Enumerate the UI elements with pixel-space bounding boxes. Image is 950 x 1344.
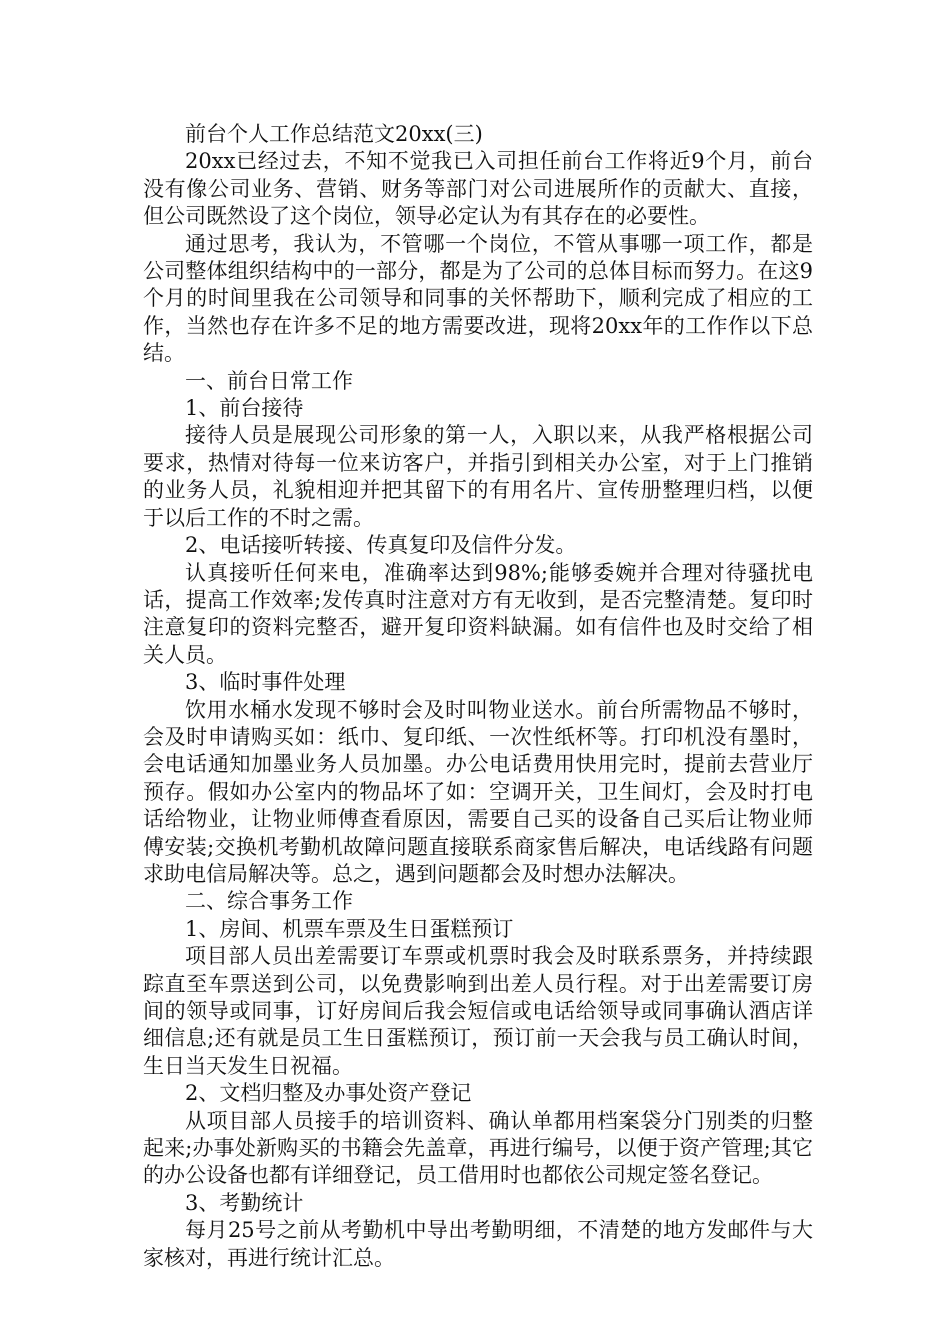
- document-body: [143, 121, 813, 1272]
- paragraph-filing-assets: 从项目部人员接手的培训资料、确认单都用档案袋分门别类的归整起来;办事处新购买的书籍会先盖章，再进行编号，以便于资产管理;其它的办公设备也都有详细登记，员工借用时也都依公司规定签名登记。: [143, 1108, 813, 1188]
- section-heading-daily-work: 一、前台日常工作: [185, 368, 353, 393]
- subheading-filing-assets: 2、文档归整及办事处资产登记: [185, 1081, 472, 1106]
- paragraph-attendance: 每月25号之前从考勤机中导出考勤明细，不清楚的地方发邮件与大家核对，再进行统计汇总。: [143, 1218, 813, 1270]
- subheading-reception: 1、前台接待: [185, 396, 304, 421]
- section-heading-general-affairs: 二、综合事务工作: [185, 889, 353, 914]
- paragraph-intro: 20xx已经过去，不知不觉我已入司担任前台工作将近9个月，前台没有像公司业务、营销、财务等部门对公司进展所作的贡献大、直接，但公司既然设了这个岗位，领导必定认为有其存在的必要性。: [143, 149, 813, 229]
- paragraph-temporary-events: 饮用水桶水发现不够时会及时叫物业送水。前台所需物品不够时，会及时申请购买如：纸巾、复印纸、一次性纸杯等。打印机没有墨时，会电话通知加墨业务人员加墨。办公电话费用快用完时，提前去营业厅预存。假如办公室内的物品坏了如：空调开关，卫生间灯，会及时打电话给物业，让物业师傅查看原因，需要自己买的设备自己买后让物业师傅安装;交换机考勤机故障问题直接联系商家售后解决，电话线路有问题求助电信局解决等。总之，遇到问题都会及时想办法解决。: [143, 697, 813, 886]
- subheading-attendance: 3、考勤统计: [185, 1190, 304, 1215]
- paragraph-bookings: 项目部人员出差需要订车票或机票时我会及时联系票务，并持续跟踪直至车票送到公司，以免费影响到出差人员行程。对于出差需要订房间的领导或同事，订好房间后我会短信或电话给领导或同事确认酒店详细信息;还有就是员工生日蛋糕预订，预订前一天会我与员工确认时间，生日当天发生日祝福。: [143, 944, 813, 1078]
- paragraph-phone-fax-mail: 认真接听任何来电，准确率达到98%;能够委婉并合理对待骚扰电话，提高工作效率;发传真时注意对方有无收到，是否完整清楚。复印时注意复印的资料完整否，避开复印资料缺漏。如有信件也及时交给了相关人员。: [143, 560, 813, 667]
- subheading-temporary-events: 3、临时事件处理: [185, 670, 346, 695]
- paragraph-reflection: 通过思考，我认为，不管哪一个岗位，不管从事哪一项工作，都是公司整体组织结构中的一部分，都是为了公司的总体目标而努力。在这9个月的时间里我在公司领导和同事的关怀帮助下，顺利完成了相应的工作，当然也存在许多不足的地方需要改进，现将20xx年的工作作以下总结。: [143, 231, 813, 366]
- subheading-phone-fax-mail: 2、电话接听转接、传真复印及信件分发。: [185, 533, 577, 558]
- subheading-bookings: 1、房间、机票车票及生日蛋糕预订: [185, 916, 514, 941]
- document-title: 前台个人工作总结范文20xx(三): [185, 122, 483, 146]
- paragraph-reception: 接待人员是展现公司形象的第一人，入职以来，从我严格根据公司要求，热情对待每一位来访客户，并指引到相关办公室，对于上门推销的业务人员，礼貌相迎并把其留下的有用名片、宣传册整理归档，以便于以后工作的不时之需。: [143, 423, 813, 530]
